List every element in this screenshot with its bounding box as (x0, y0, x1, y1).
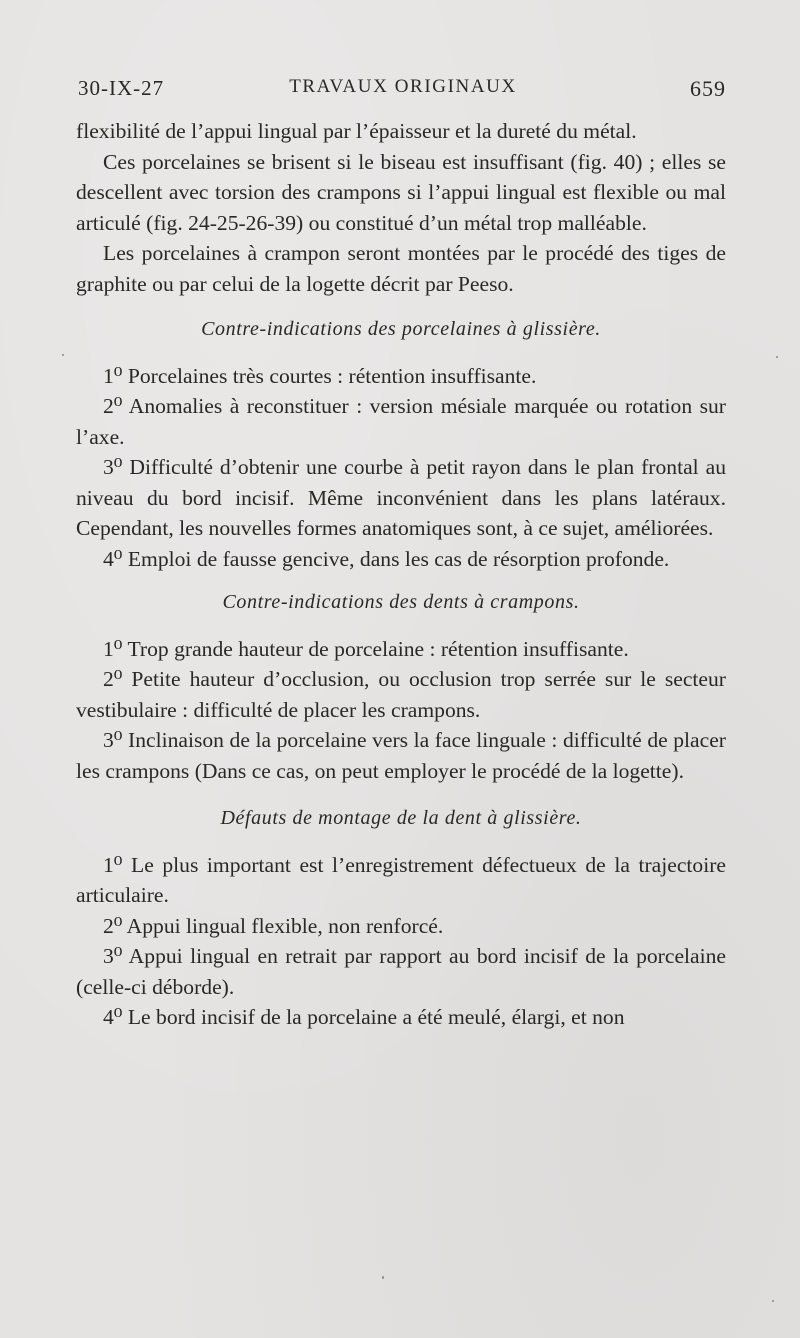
list-item: 4⁰ Le bord incisif de la porcelaine a été meulé, élargi, et non (103, 1005, 625, 1029)
list-item: 2⁰ Appui lingual flexible, non renforcé. (103, 913, 444, 938)
list-item: 2⁰ Anomalies à reconstituer : version mésiale marquée ou rotation sur l’axe. (76, 394, 726, 449)
paper-speck (772, 1300, 774, 1302)
list-item: 3⁰ Difficulté d’obtenir une courbe à petit rayon dans le plan frontal au niveau du bord incisif. Même inconvénient dans les plans latéraux. Cependant, les nouvelles formes anatomiques sont, à ce sujet, améliorées. (76, 455, 726, 540)
list-item: 3⁰ Appui lingual en retrait par rapport au bord incisif de la porcelaine (celle-ci déborde). (76, 944, 726, 999)
list-item: 4⁰ Emploi de fausse gencive, dans les cas de résorption profonde. (103, 546, 670, 571)
paragraph-porcelaines: Ces porcelaines se brisent si le biseau est insuffisant (fig. 40) ; elles se descellent avec torsion des crampons si l’appui lingual est flexible ou mal articulé (fig. 24-25-26-39) ou constitué d’un métal trop malléable. (76, 149, 726, 235)
page-number: 659 (690, 76, 726, 101)
list-item: 2⁰ Petite hauteur d’occlusion, ou occlusion trop serrée sur le secteur vestibulaire : difficulté de placer les crampons. (76, 667, 726, 722)
paper-speck (776, 356, 778, 358)
list-item: 1⁰ Le plus important est l’enregistrement défectueux de la trajectoire articulaire. (76, 852, 726, 907)
paper-speck (62, 354, 64, 356)
paragraph-montage: Les porcelaines à crampon seront montées par le procédé des tiges de graphite ou par celui de la logette décrit par Peeso. (76, 241, 726, 296)
issue-date: 30-IX-27 (78, 76, 165, 100)
paragraph-intro: flexibilité de l’appui lingual par l’épaisseur et la dureté du métal. (76, 119, 637, 143)
page-body (76, 116, 726, 1033)
list-item: 3⁰ Inclinaison de la porcelaine vers la face linguale : difficulté de placer les crampons (Dans ce cas, on peut employer le procédé de la logette). (76, 728, 726, 783)
heading-glissiere: Contre-indications des porcelaines à glissière. (201, 318, 601, 340)
heading-crampons: Contre-indications des dents à crampons. (222, 591, 580, 613)
list-item: 1⁰ Porcelaines très courtes : rétention insuffisante. (103, 363, 537, 388)
section-title: TRAVAUX ORIGINAUX (289, 76, 517, 97)
paper-speck (382, 1276, 384, 1279)
heading-defauts: Défauts de montage de la dent à glissière. (220, 807, 582, 829)
running-head (78, 76, 726, 106)
list-item: 1⁰ Trop grande hauteur de porcelaine : rétention insuffisante. (103, 636, 629, 661)
